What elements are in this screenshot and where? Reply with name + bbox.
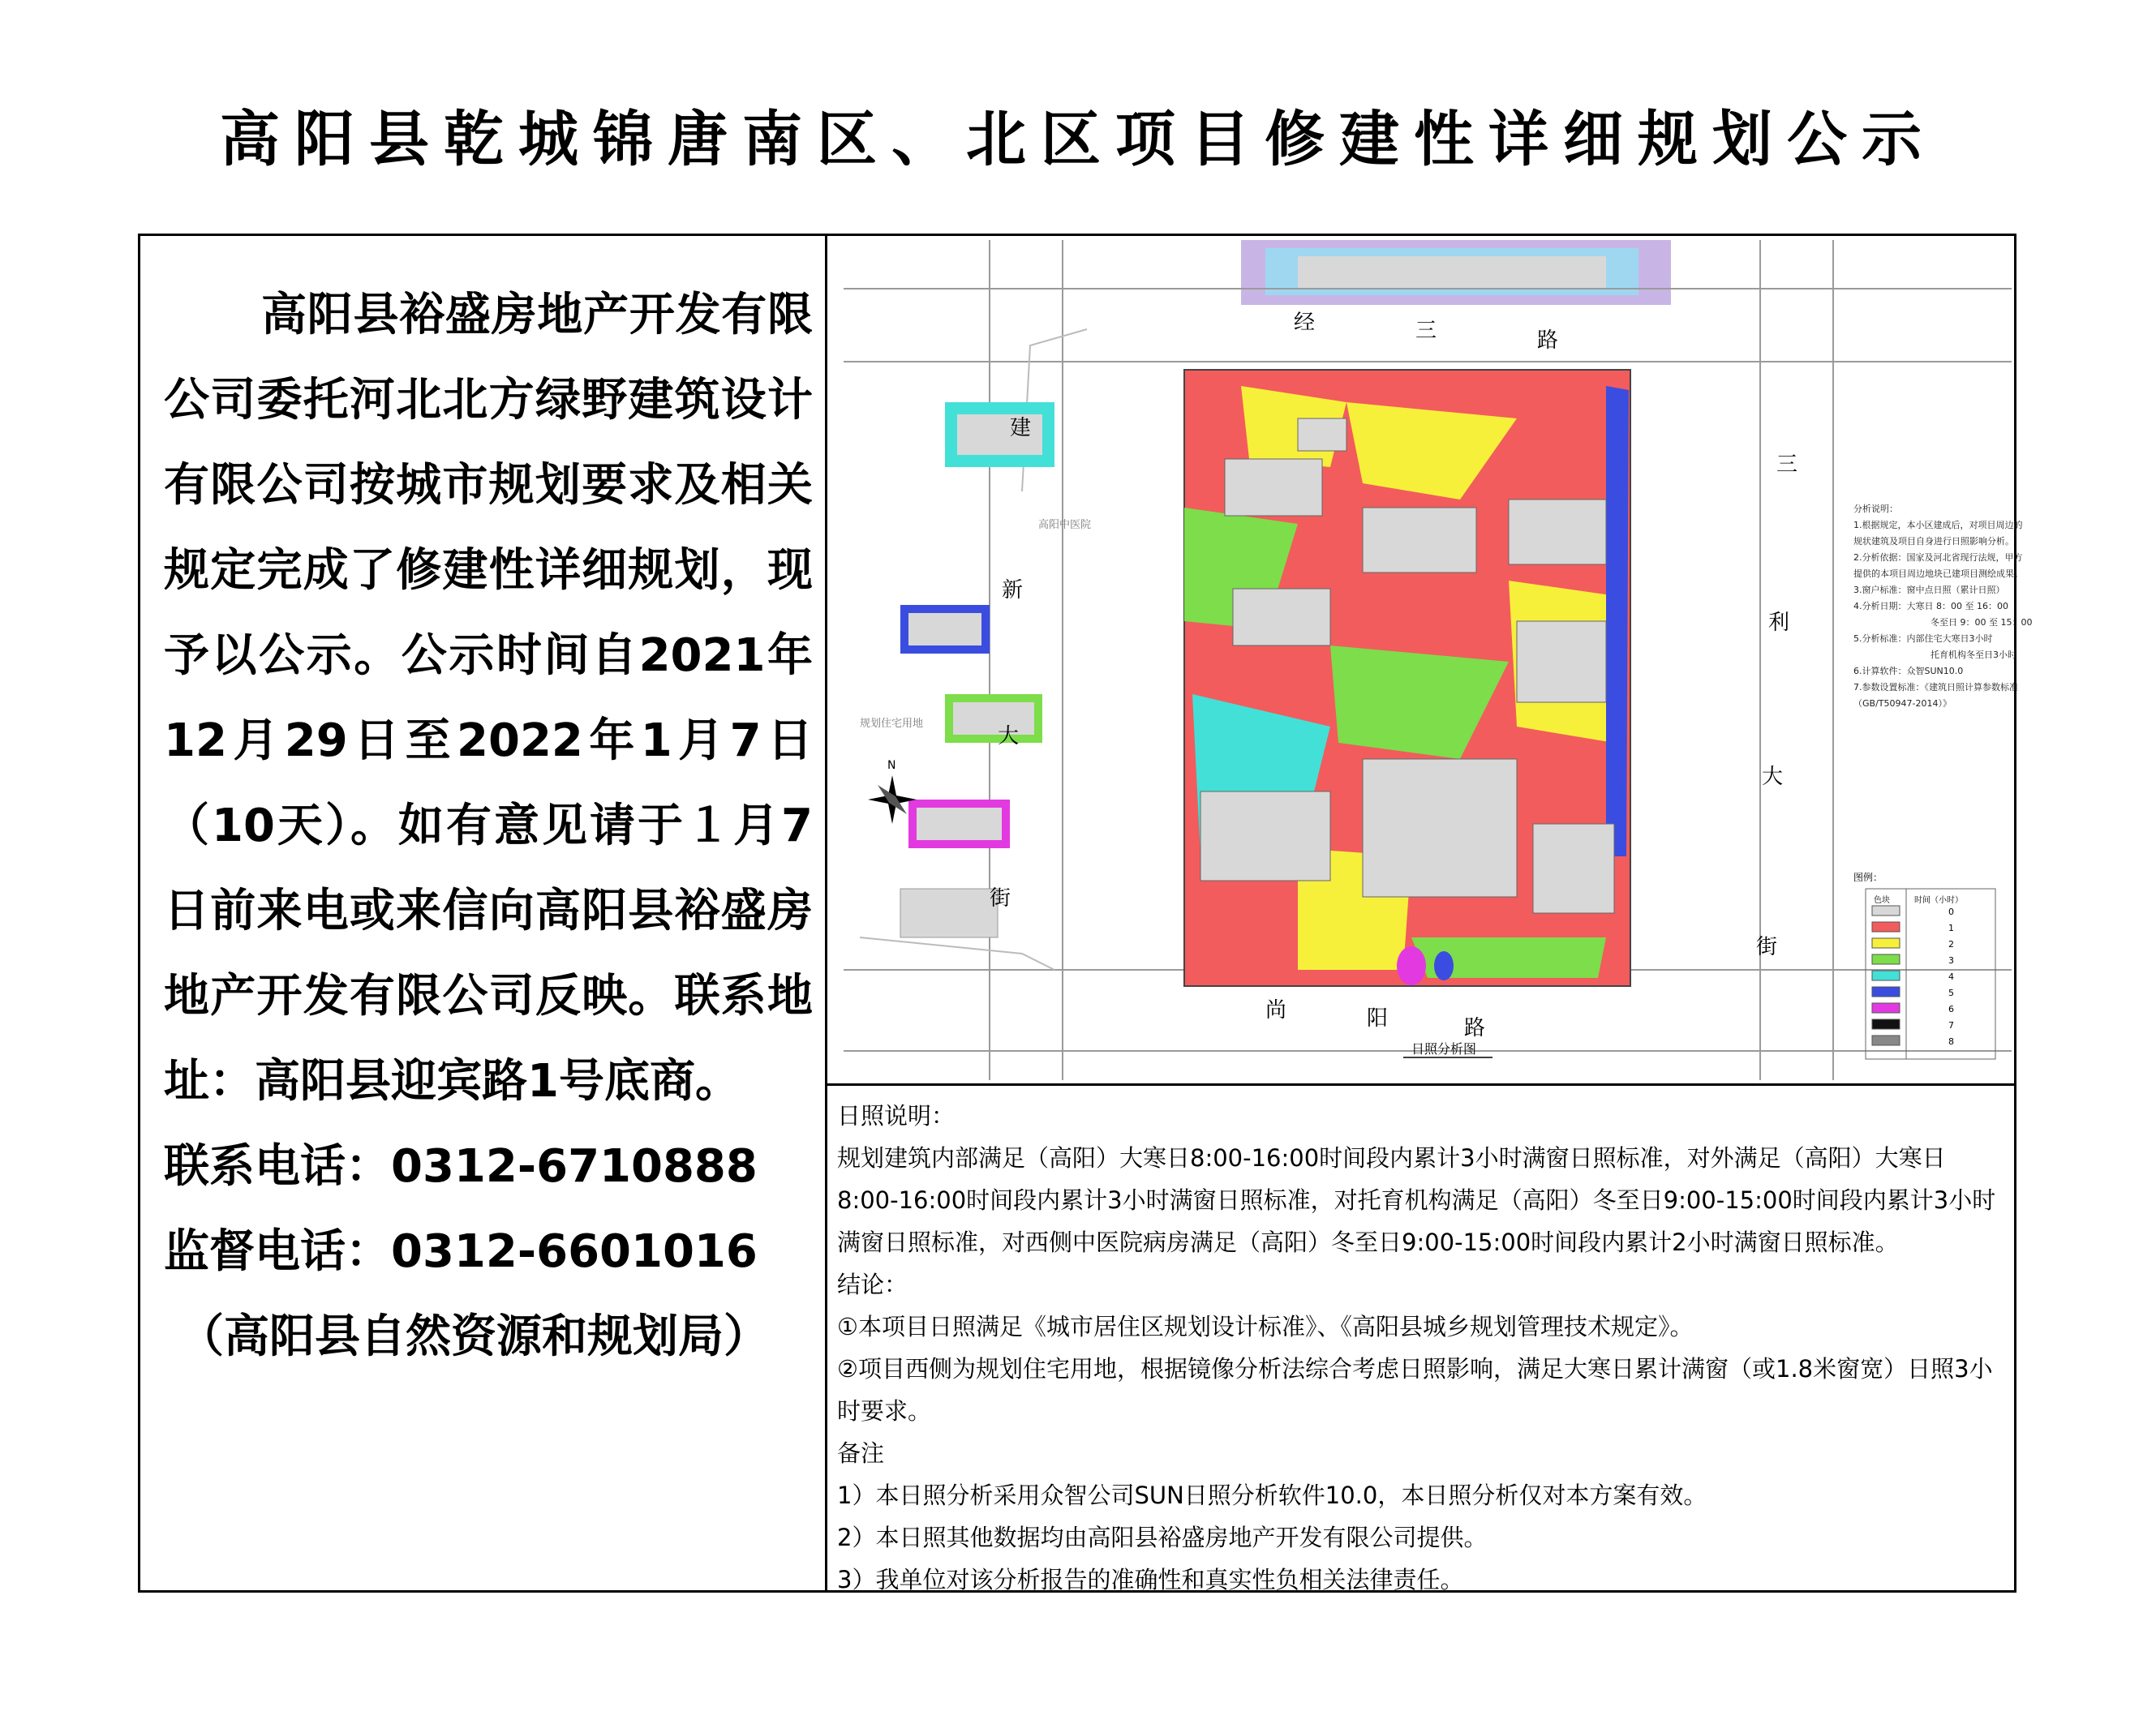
- road-east-char-3: 大: [1762, 765, 1784, 789]
- analysis-note-7: 冬至日 9：00 至 15：00: [1931, 617, 2033, 628]
- legend-swatch: [1872, 1036, 1900, 1045]
- road-east-char-4: 街: [1756, 935, 1778, 959]
- road-south-char-1: 尚: [1265, 998, 1287, 1023]
- road-north-char-2: 三: [1415, 319, 1437, 343]
- issuing-authority: （高阳县自然资源和规划局）: [178, 1310, 769, 1363]
- legend-title: 图例：: [1853, 872, 1883, 883]
- legend-col-hours: 时间（小时）: [1914, 896, 1963, 905]
- analysis-note-0: 分析说明：: [1853, 504, 1898, 514]
- legend-swatch: [1872, 987, 1900, 997]
- sunlight-analysis-map: [844, 240, 2033, 1080]
- legend-swatch: [1872, 1019, 1900, 1029]
- road-north-char-1: 经: [1294, 311, 1316, 335]
- legend-hours-value: 5: [1948, 988, 1954, 998]
- remarks-heading: 备注: [837, 1439, 885, 1467]
- remark-item-1: 1）本日照分析采用众智公司SUN日照分析软件10.0，本日照分析仅对本方案有效。: [837, 1482, 1707, 1509]
- legend-hours-value: 6: [1948, 1004, 1954, 1014]
- analysis-note-5: 3.窗户标准：窗中点日照（累计日照）: [1853, 585, 2005, 595]
- legend-swatch: [1872, 906, 1900, 916]
- remark-item-3: 3）我单位对该分析报告的准确性和真实性负相关法律责任。: [837, 1566, 1464, 1593]
- legend-hours-value: 2: [1948, 939, 1954, 950]
- legend-swatch: [1872, 1003, 1900, 1013]
- west-buildings: [900, 402, 1054, 937]
- road-east-char-2: 利: [1768, 611, 1790, 635]
- analysis-note-12: （GB/T50947-2014）》: [1853, 698, 1952, 709]
- analysis-note-6: 4.分析日期：大寒日 8：00 至 16：00: [1853, 601, 2008, 611]
- sunlight-legend: [1853, 871, 1995, 1059]
- legend-swatch: [1872, 922, 1900, 932]
- legend-swatch: [1872, 971, 1900, 980]
- notice-body: 高阳县裕盛房地产开发有限公司委托河北北方绿野建筑设计有限公司按城市规划要求及相关规定完成了修建性详细规划，现予以公示。公示时间自2021年12月29日至2022年1月7日（10天）。如有意见请于１月7日前来电或来信向高阳县裕盛房地产开发有限公司反映。联系地址：高阳县迎宾路1号底商。: [164, 289, 813, 1108]
- road-south-char-3: 路: [1464, 1016, 1486, 1040]
- north-building-strip: [1241, 240, 1671, 305]
- legend-swatch: [1872, 938, 1900, 948]
- label-residential-land: 规划住宅用地: [860, 718, 924, 730]
- analysis-note-3: 2.分析依据：国家及河北省现行法规，甲方: [1853, 552, 2023, 563]
- map-caption: 日照分析图: [1411, 1041, 1477, 1057]
- road-west-char-1: 建: [1010, 416, 1032, 440]
- analysis-note-1: 1.根据规定，本小区建成后，对项目周边的: [1853, 520, 2023, 530]
- conclusion-item-1: ①本项目日照满足《城市居住区规划设计标准》、《高阳县城乡规划管理技术规定》。: [837, 1313, 1694, 1340]
- analysis-note-10: 6.计算软件：众智SUN10.0: [1853, 666, 1964, 676]
- frame-divider-horizontal: [825, 1083, 2016, 1086]
- analysis-note-9: 托育机构冬至日3小时: [1931, 650, 2016, 660]
- legend-hours-value: 3: [1948, 955, 1954, 966]
- legend-hours-value: 0: [1948, 907, 1954, 917]
- conclusion-item-2: ②项目西侧为规划住宅用地，根据镜像分析法综合考虑日照影响，满足大寒日累计满窗（或1.8米窗宽）日照3小时要求。: [837, 1355, 1993, 1425]
- contact-phone: 联系电话：0312-6710888: [164, 1140, 758, 1193]
- analysis-note-4: 提供的本项目周边地块已建项目测绘成果。: [1853, 568, 2023, 579]
- analysis-note-11: 7.参数设置标准：《建筑日照计算参数标准: [1853, 682, 2018, 693]
- analysis-note-2: 规状建筑及项目自身进行日照影响分析。: [1853, 536, 2014, 547]
- notice-panel: [164, 272, 813, 1379]
- legend-hours-value: 4: [1948, 971, 1954, 982]
- legend-hours-value: 1: [1948, 923, 1954, 933]
- notes-description: 规划建筑内部满足（高阳）大寒日8:00-16:00时间段内累计3小时满窗日照标准，对外满足（高阳）大寒日8:00-16:00时间段内累计3小时满窗日照标准，对托育机构满足（高阳）冬至日9:00-15:00时间段内累计3小时满窗日照标准，对西侧中医院病房满足（高阳）冬至日9:00-15:00时间段内累计2小时满窗日照标准。: [837, 1144, 1996, 1256]
- legend-rows: [1872, 906, 1954, 1047]
- page-title: 高阳县乾城锦唐南区、北区项目修建性详细规划公示: [220, 105, 1936, 174]
- compass-north-label: N: [887, 759, 896, 772]
- road-west-char-4: 街: [990, 886, 1011, 911]
- road-south-char-2: 阳: [1367, 1006, 1389, 1031]
- road-west-char-2: 新: [1002, 578, 1024, 603]
- road-west-char-3: 大: [998, 724, 1020, 748]
- analysis-notes: [1853, 503, 2032, 709]
- conclusion-heading: 结论：: [837, 1271, 908, 1298]
- project-site: [1184, 370, 1630, 986]
- legend-hours-value: 7: [1948, 1020, 1954, 1031]
- remark-item-2: 2）本日照其他数据均由高阳县裕盛房地产开发有限公司提供。: [837, 1524, 1488, 1551]
- analysis-note-8: 5.分析标准：内部住宅大寒日3小时: [1853, 633, 1993, 644]
- site-plan-drawing: [844, 240, 2033, 1080]
- supervise-phone: 监督电话：0312-6601016: [164, 1225, 758, 1278]
- road-north-char-3: 路: [1537, 328, 1559, 353]
- legend-swatch: [1872, 954, 1900, 964]
- label-hospital: 高阳中医院: [1038, 519, 1092, 531]
- frame-divider-vertical: [825, 234, 827, 1593]
- legend-col-color: 色块: [1874, 896, 1890, 905]
- road-east-char-1: 三: [1776, 452, 1798, 477]
- legend-hours-value: 8: [1948, 1036, 1954, 1047]
- sunlight-notes: [837, 1095, 2005, 1601]
- notes-heading: 日照说明：: [837, 1102, 956, 1130]
